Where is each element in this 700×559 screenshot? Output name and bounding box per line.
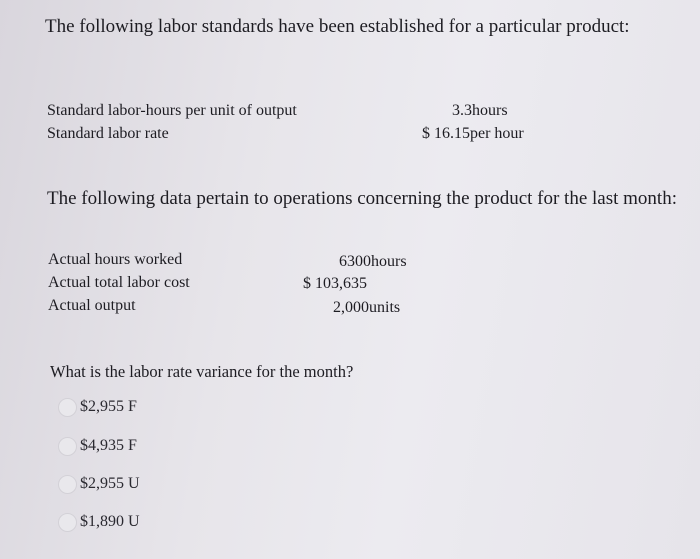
actual-hours-label: Actual hours worked xyxy=(48,251,183,268)
radio-button-icon[interactable] xyxy=(58,398,77,417)
standard-rate-value: $ 16.15per hour xyxy=(422,125,524,142)
actual-cost-value: $ 103,635 xyxy=(303,275,367,292)
actual-cost-label: Actual total labor cost xyxy=(48,274,190,291)
answer-option[interactable] xyxy=(58,470,140,498)
actual-output-value: 2,000units xyxy=(333,299,401,316)
standard-hours-value: 3.3hours xyxy=(452,102,508,119)
intro-heading: The following labor standards have been established for a particular product: xyxy=(45,16,630,37)
radio-button-icon[interactable] xyxy=(58,513,77,532)
actual-output-label: Actual output xyxy=(48,297,136,314)
option-label: $2,955 F xyxy=(80,398,137,415)
option-label: $2,955 U xyxy=(80,475,140,492)
radio-button-icon[interactable] xyxy=(58,437,77,456)
data-heading: The following data pertain to operations concerning the product for the last month: xyxy=(47,188,677,209)
option-label: $1,890 U xyxy=(80,513,140,530)
radio-button-icon[interactable] xyxy=(58,475,77,494)
standard-hours-label: Standard labor-hours per unit of output xyxy=(47,102,297,119)
answer-option[interactable] xyxy=(58,393,137,421)
answer-option[interactable] xyxy=(58,508,140,536)
standard-rate-label: Standard labor rate xyxy=(47,125,169,142)
question-text: What is the labor rate variance for the month? xyxy=(50,362,354,381)
answer-option[interactable] xyxy=(58,432,137,460)
option-label: $4,935 F xyxy=(80,437,137,454)
actual-hours-value: 6300hours xyxy=(339,253,407,270)
